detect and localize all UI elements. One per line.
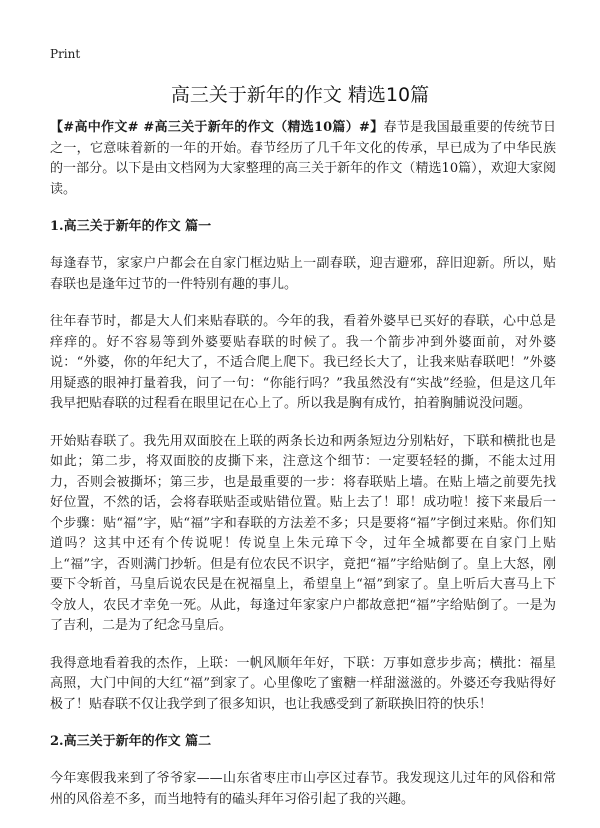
- paragraph: 开始贴春联了。我先用双面胶在上联的两条长边和两条短边分别粘好，下联和横批也是如此；第二步，将双面胶的皮撕下来，注意这个细节：一定要轻轻的撕，不能太过用力，否则会被撕坏；第三步，也是最重要的一步：将春联贴上墙。在贴上墙之前要先找好位置，不然的话，会将春联贴歪或贴错位置。贴上去了！耶！成功啦！接下来最后一个步骤：贴“福”字，贴“福”字和春联的方法差不多；只是要将“福”字倒过来贴。你们知道吗？这其中还有个传说呢！传说皇上朱元璋下令，过年全城都要在自家门上贴上“福”字，否则满门抄斩。但是有位农民不识字，竟把“福”字给贴倒了。皇上大怒，刚要下令斩首，马皇后说农民是在祝福皇上，希望皇上“福”到家了。皇上听后大喜马上下令放人，农民才幸免一死。从此，每逢过年家家户户都故意把“福”字给贴倒了。一是为了吉利，二是为了纪念马皇后。: [50, 433, 556, 633]
- paragraph: 每逢春节，家家户户都会在自家门框边贴上一副春联，迎吉避邪，辞旧迎新。所以，贴春联也是逢年过节的一件特别有趣的事儿。: [50, 256, 556, 292]
- section-heading: 2.高三关于新年的作文 篇二: [50, 734, 212, 749]
- intro-text: 春节是我国最重要的传统节日之一，它意味着新的一年的开始。春节经历了几千年文化的传承，早已成为了中华民族的一部分。以下是由文档网为大家整理的高三关于新年的作文（精选10篇），欢迎大家阅读。: [50, 120, 556, 197]
- document-title: 高三关于新年的作文 精选10篇: [170, 84, 430, 106]
- document-body: [50, 118, 556, 827]
- section-heading: 1.高三关于新年的作文 篇一: [50, 219, 212, 234]
- intro-paragraph: [50, 118, 556, 200]
- paragraph: 我得意地看着我的杰作，上联：一帆风顺年年好，下联：万事如意步步高；横批：福星高照，大门中间的大红“福”到家了。心里像吃了蜜糖一样甜滋滋的。外婆还夸我贴得好极了！贴春联不仅让我学到了很多知识，也让我感受到了新联换旧符的快乐！: [50, 655, 556, 712]
- paragraph: 今年寒假我来到了爷爷家——山东省枣庄市山亭区过春节。我发现这儿过年的风俗和常州的风俗差不多，而当地特有的磕头拜年习俗引起了我的兴趣。: [50, 771, 556, 807]
- print-label: Print: [50, 47, 81, 61]
- paragraph: 往年春节时，都是大人们来贴春联的。今年的我，看着外婆早已买好的春联，心中总是痒痒的。好不容易等到外婆要贴春联的时候了。我一个箭步冲到外婆面前，对外婆说：“外婆，你的年纪大了，不适合爬上爬下。我已经长大了，让我来贴春联吧！”外婆用疑惑的眼神打量着我，问了一句：“你能行吗？”我虽然没有“实战”经验，但是这几年我早把贴春联的过程看在眼里记在心上了。所以我是胸有成竹，拍着胸脯说没问题。: [50, 314, 556, 411]
- intro-tags: 【#高中作文# #高三关于新年的作文（精选10篇）#】: [50, 120, 384, 135]
